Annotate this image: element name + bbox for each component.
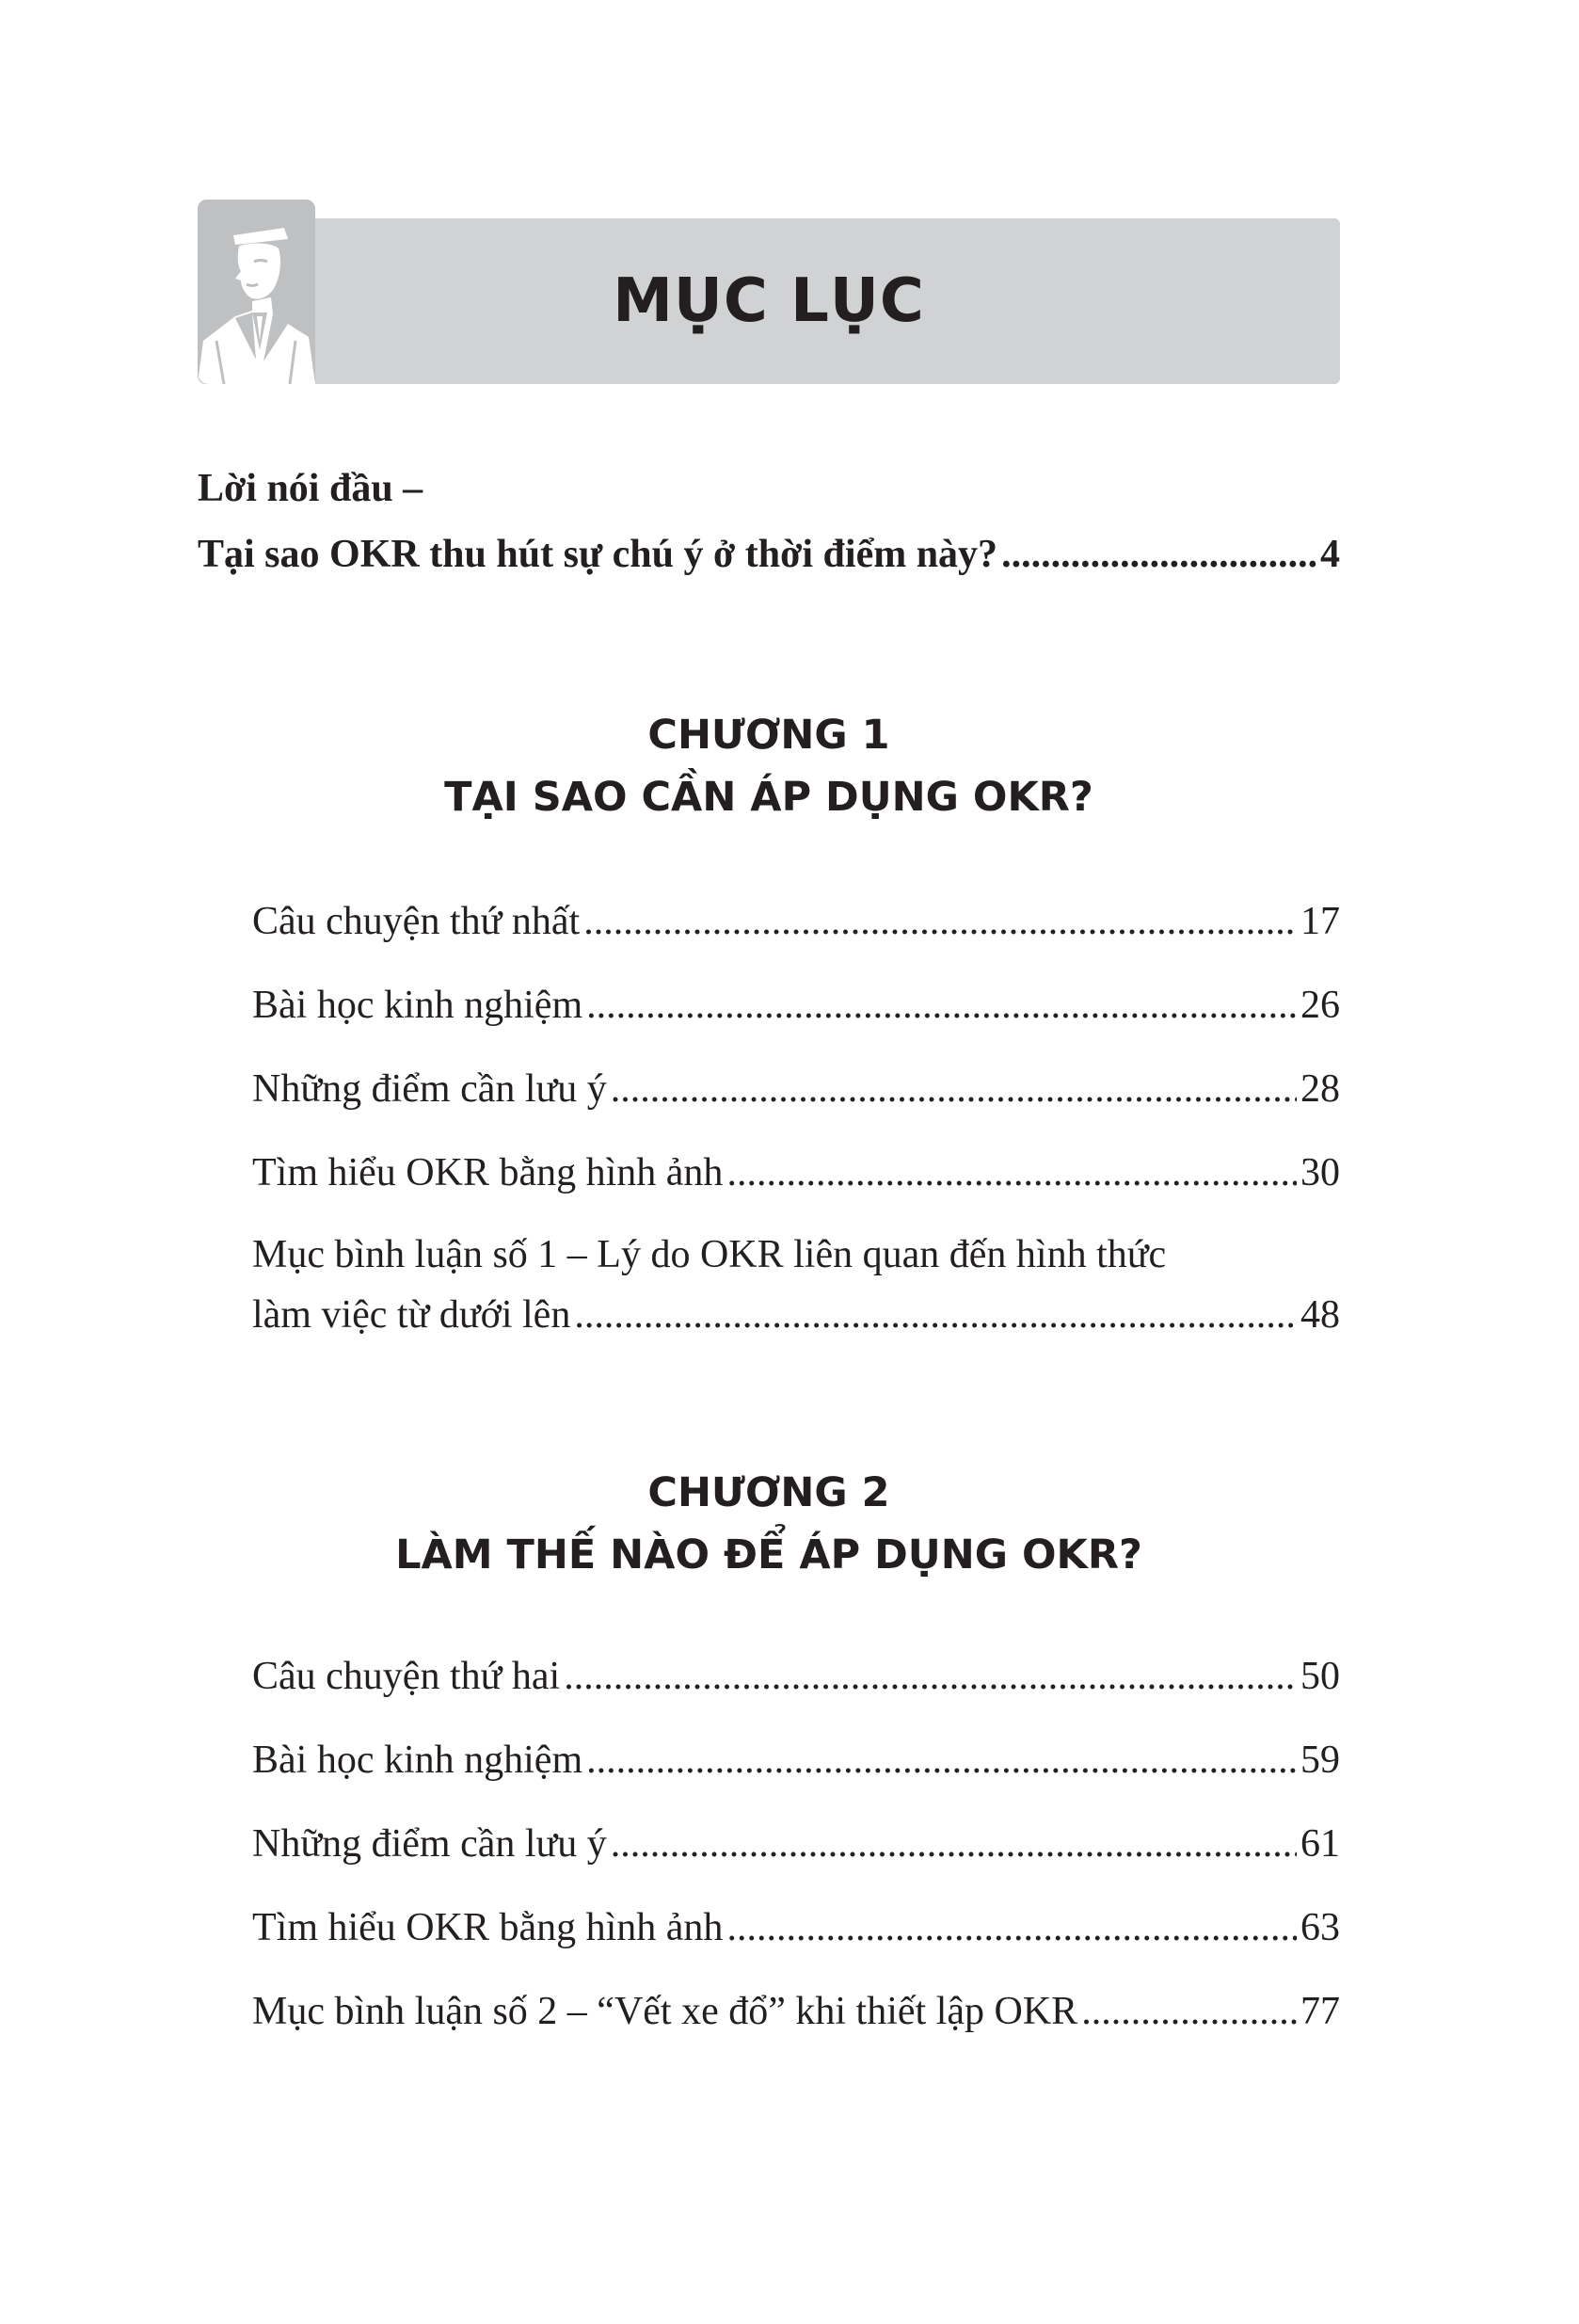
toc-entry[interactable] [252,1970,1340,2054]
page-number: 17 [1300,900,1340,943]
dot-leader [564,1635,1297,1719]
page-number: 77 [1300,1990,1340,2033]
chapter-title: LÀM THẾ NÀO ĐỂ ÁP DỤNG OKR? [395,1531,1142,1579]
chapter-2-heading [198,1462,1340,1586]
entry-label: Những điểm cần lưu ý [252,1067,607,1111]
preface-entry[interactable] [198,456,1340,587]
chapter-number: CHƯƠNG 1 [647,712,890,759]
entry-label: Những điểm cần lưu ý [252,1822,607,1866]
dot-leader [586,964,1297,1048]
dot-leader [1001,521,1316,587]
toc-entry[interactable] [252,1131,1340,1215]
entry-label: Mục bình luận số 2 – “Vết xe đổ” khi thiết lập OKR [252,1990,1078,2033]
entry-label-line1: Mục bình luận số 1 – Lý do OKR liên quan đến hình thức [252,1233,1167,1276]
entry-label: Tìm hiểu OKR bằng hình ảnh [252,1906,724,1949]
chapter-number: CHƯƠNG 2 [647,1469,890,1516]
toc-entry-multiline[interactable] [252,1225,1340,1345]
page-number: 59 [1300,1739,1340,1782]
dot-leader [583,880,1297,964]
dot-leader [726,1131,1297,1215]
dot-leader [726,1886,1297,1970]
chapter-1-heading [198,704,1340,828]
toc-entry-continuation [252,1285,1340,1345]
entry-label: Câu chuyện thứ hai [252,1655,561,1698]
entry-label: Câu chuyện thứ nhất [252,900,581,943]
page-number: 48 [1300,1293,1340,1337]
toc-entry[interactable] [252,1635,1340,1719]
page-number: 28 [1300,1067,1340,1111]
dot-leader [1081,1970,1297,2054]
chapter-1-entries [252,880,1340,1345]
chapter-title: TẠI SAO CẦN ÁP DỤNG OKR? [444,774,1093,821]
page-number: 63 [1300,1906,1340,1949]
page-number: 26 [1300,984,1340,1027]
toc-entry[interactable] [252,964,1340,1048]
dot-leader [611,1048,1297,1131]
toc-entry[interactable] [252,880,1340,964]
dot-leader [586,1719,1297,1803]
toc-entry[interactable] [252,1719,1340,1803]
entry-label: Bài học kinh nghiệm [252,1739,583,1782]
chapter-2-entries [252,1635,1340,2054]
dot-leader [611,1803,1297,1886]
dot-leader [574,1285,1297,1345]
preface-row [198,521,1340,587]
preface-label-line2: Tại sao OKR thu hút sự chú ý ở thời điểm này? [198,533,998,576]
toc-entry[interactable] [252,1886,1340,1970]
entry-label: Tìm hiểu OKR bằng hình ảnh [252,1151,724,1194]
page-number: 30 [1300,1151,1340,1194]
entry-label-line2: làm việc từ dưới lên [252,1293,571,1337]
page-title: MỤC LỤC [613,266,925,336]
toc-entry[interactable] [252,1803,1340,1886]
toc-entry[interactable] [252,1048,1340,1131]
entry-label: Bài học kinh nghiệm [252,984,583,1027]
page-number: 4 [1320,533,1340,576]
page-number: 61 [1300,1822,1340,1866]
preface-label-line1: Lời nói đầu – [198,467,423,510]
page-number: 50 [1300,1655,1340,1698]
